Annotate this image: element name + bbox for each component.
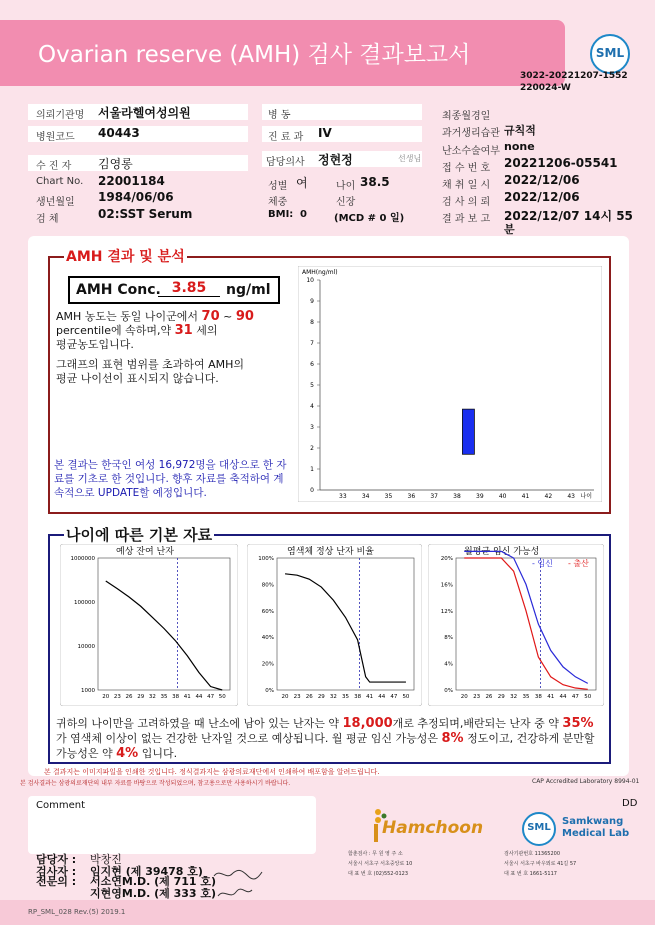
x-tick-label: 38 [534, 694, 542, 700]
ovary-surgery-value: none [504, 140, 535, 153]
amh-title-rest: 결과 및 분석 [102, 249, 185, 265]
x-tick-label: 47 [207, 694, 215, 700]
y-tick-label: 4% [444, 661, 453, 668]
y-tick-label: 0% [265, 688, 274, 694]
chart-frame [428, 544, 604, 706]
x-tick-label: 32 [148, 694, 156, 700]
test-date-value: 2022/12/06 [504, 190, 580, 204]
amh-percentile-text [56, 310, 286, 352]
x-tick-label: 26 [485, 694, 493, 700]
report-number: 3022-20221207-1552 220024-W [520, 71, 628, 93]
percentile-low: 70 [201, 309, 220, 324]
x-tick-label: 40 [498, 493, 507, 500]
x-tick-label: 26 [125, 694, 133, 700]
sex-label: 성별 [268, 181, 288, 192]
text-part: AMH 농도는 동일 나이군에서 [56, 310, 202, 323]
report-date-value: 2022/12/07 14시 55 [504, 209, 633, 223]
bmi-value: 0 [300, 209, 307, 220]
y-tick-label: 1000000 [70, 556, 95, 562]
percentile-high: 90 [235, 309, 254, 324]
institution-value: 서울라헬여성의원 [98, 106, 191, 120]
x-tick-label: 38 [453, 493, 461, 500]
recipient-value: 김영롱 [98, 157, 133, 171]
x-tick-label: 32 [510, 694, 518, 700]
x-tick-label: 44 [195, 694, 203, 700]
text-part: 입니다. [138, 747, 178, 760]
amh-section-title [64, 246, 187, 266]
text-part: percentile에 속하며,약 [56, 324, 175, 337]
x-tick-label: 29 [317, 694, 325, 700]
receipt-no-label: 접 수 번 호 [442, 163, 491, 174]
doctor-label: 담당의사 [266, 157, 305, 168]
chart-title: 예상 잔여 난자 [116, 547, 174, 557]
y-tick-label: 1 [310, 466, 314, 473]
y-tick-label: 4 [310, 403, 314, 410]
text-part: 명을 대상으로 한 자료를 기초로 한 것입니다. 향후 자료를 축적하여 계속적으로 [54, 459, 287, 499]
amh-title-prefix: AMH [66, 249, 103, 265]
in-charge-label: 담당자 : [36, 853, 77, 866]
doctor-suffix: 선생님 [398, 154, 422, 163]
y-tick-label: 6 [310, 361, 314, 368]
x-tick-label: 35 [522, 694, 530, 700]
cap-note: CAP Accredited Laboratory 8994-01 [532, 778, 640, 785]
x-tick-label: 29 [497, 694, 505, 700]
mcd-value: (MCD # 0 일) [334, 213, 405, 224]
x-tick-label: 23 [293, 694, 301, 700]
sml-name-line: Samkwang [562, 816, 624, 827]
chart-title: 염색체 정상 난자 비율 [287, 547, 374, 557]
y-tick-label: 1000 [81, 688, 95, 694]
amh-bar [462, 409, 474, 454]
normal-pct: 35% [562, 716, 594, 731]
y-tick-label: 0 [310, 487, 314, 494]
test-date-label: 검 사 의 뢰 [442, 197, 491, 208]
chart-title: 월평균 임신 가능성 [464, 547, 540, 557]
y-tick-label: 5 [310, 382, 314, 389]
collect-date-value: 2022/12/06 [504, 173, 580, 187]
y-tick-label: 0% [444, 688, 453, 694]
x-tick-label: 47 [390, 694, 398, 700]
x-tick-label: 37 [430, 493, 438, 500]
x-tick-label: 44 [378, 694, 386, 700]
x-tick-label: 32 [329, 694, 337, 700]
x-tick-label: 36 [407, 493, 416, 500]
y-tick-label: 60% [261, 608, 274, 615]
doctor-value: 정현정 [318, 153, 353, 167]
amh-data-note [54, 458, 290, 500]
tester-value: 임지현 (제 39478 호) [90, 865, 203, 878]
ovary-surgery-label: 난소수술여부 [442, 146, 500, 157]
birth-value: 1984/06/06 [98, 190, 174, 204]
subject-count: 16,972 [158, 459, 196, 471]
address-line: 서울시 서초구 바우뫼로 41길 57 [504, 861, 577, 867]
avg-age: 31 [174, 323, 193, 338]
receipt-no-value: 20221206-05541 [504, 156, 618, 170]
hospital-code-label: 병원코드 [36, 132, 75, 143]
y-tick-label: 2 [310, 445, 314, 452]
x-tick-label: 35 [384, 493, 393, 500]
sex-value: 여 [296, 176, 308, 190]
sml-logo-text: SML [595, 46, 625, 60]
y-axis-label: AMH(ng/ml) [302, 269, 338, 276]
institution-label: 의뢰기관명 [36, 110, 85, 121]
x-tick-label: 39 [476, 493, 484, 500]
hamchoon-address [348, 849, 412, 879]
sml-footer-logo-text: SML [527, 822, 551, 833]
y-tick-label: 12% [440, 608, 453, 615]
collect-date-label: 채 취 일 시 [442, 180, 491, 191]
x-tick-label: 35 [342, 694, 349, 700]
x-tick-label: 50 [402, 694, 410, 700]
text-part: 본 결과는 한국인 여성 [54, 459, 159, 471]
amh-chart [298, 266, 602, 502]
x-tick-label: 20 [102, 694, 110, 700]
address-line: 서울시 서초구 서초중앙로 10 [348, 861, 413, 867]
x-tick-label: 34 [361, 493, 370, 500]
address-line: 대 표 번 호 1661-5117 [504, 871, 557, 877]
hamchoon-logo-text: Hamchoon [382, 818, 484, 838]
y-tick-label: 9 [310, 298, 314, 305]
bmi-label: BMI: [268, 209, 294, 220]
signature-image [210, 866, 266, 902]
x-tick-label: 33 [339, 493, 347, 500]
dd-mark: DD [622, 798, 638, 809]
y-tick-label: 8 [310, 319, 314, 326]
text-part: ~ [219, 310, 236, 323]
x-tick-label: 20 [460, 694, 468, 700]
specialist-label: 전문의 : [36, 875, 77, 888]
form-number: RP_SML_028 Rev.(5) 2019.1 [28, 908, 126, 916]
birth-label: 생년월일 [36, 197, 75, 208]
normal-ratio-chart [247, 544, 422, 706]
y-tick-label: 80% [261, 582, 274, 589]
birth-pct: 4% [116, 746, 139, 761]
pregnancy-chart [428, 544, 604, 706]
address-line: 대 표 번 호 (02)552-0123 [348, 871, 409, 877]
text-part: 평균농도입니다. [56, 338, 134, 351]
x-tick-label: 41 [183, 694, 191, 700]
x-tick-label: 38 [172, 694, 180, 700]
y-tick-label: 8% [444, 635, 453, 642]
print-note: 본 결과지는 이미지파일을 인쇄한 것입니다. 정식결과지는 삼광의료재단에서 인쇄하여 배포함을 알려드립니다. [44, 768, 380, 776]
legend-label: - 임신 [532, 559, 553, 568]
age-value: 38.5 [360, 175, 390, 189]
amh-conc-unit: ng/ml [226, 282, 271, 298]
x-tick-label: 23 [113, 694, 121, 700]
y-tick-label: 16% [440, 582, 453, 589]
x-tick-label: 20 [281, 694, 289, 700]
height-label: 신장 [336, 197, 356, 208]
report-date-tail: 분 [504, 223, 515, 236]
x-tick-label: 43 [567, 493, 575, 500]
past-history-value: 규칙적 [504, 124, 536, 137]
disclaimer-note: 본 검사결과는 삼광의료재단의 내부 자료를 바탕으로 작성되었으며, 참고용으로만 사용하시기 바랍니다. [20, 780, 291, 787]
address-line: 검사기관번호 11365200 [504, 851, 561, 857]
x-tick-label: 42 [544, 493, 553, 500]
x-tick-label: 38 [354, 694, 362, 700]
eggs-count: 18,000 [342, 716, 393, 731]
x-tick-label: 44 [559, 694, 567, 700]
x-tick-label: 26 [305, 694, 313, 700]
chart-frame [298, 266, 602, 502]
y-tick-label: 7 [310, 340, 314, 347]
sml-footer-name [562, 816, 629, 840]
y-tick-label: 20% [440, 556, 453, 562]
legend-label: - 출산 [568, 559, 589, 568]
y-tick-label: 10 [306, 277, 314, 284]
eggs-chart [60, 544, 238, 706]
specimen-value: 02:SST Serum [98, 207, 193, 221]
update-word: UPDATE [97, 487, 140, 499]
y-tick-label: 3 [310, 424, 314, 431]
text-part: 세의 [192, 324, 218, 337]
amh-conc-value: 3.85 [158, 280, 220, 297]
y-tick-label: 40% [261, 635, 274, 642]
text-part: 개로 추정되며,배란되는 난자 중 약 [392, 717, 563, 730]
text-part: 가 염색체 이상이 없는 건강한 난자일 것으로 예상됩니다. 월 평균 임신 가능성은 [56, 732, 442, 745]
x-axis-label: 나이 [580, 493, 592, 500]
text-part: 정도이고, 건강하게 분만할 가능성은 약 [56, 732, 595, 760]
hospital-code-value: 40443 [98, 126, 140, 140]
past-history-label: 과거생리습관 [442, 128, 500, 139]
specialist-1: 서소연M.D. (제 711 호) [90, 875, 217, 888]
amh-conc-label: AMH Conc. [76, 282, 161, 298]
chart-no-label: Chart No. [36, 176, 84, 187]
x-tick-label: 50 [218, 694, 226, 700]
x-tick-label: 35 [160, 694, 168, 700]
text-part: 귀하의 나이만을 고려하였을 때 난소에 남아 있는 난자는 약 [56, 717, 343, 730]
preg-pct: 8% [441, 731, 464, 746]
dept-label: 진 료 과 [268, 132, 304, 143]
specialist-2: 지현영M.D. (제 333 호) [90, 887, 217, 900]
chart-frame [60, 544, 238, 706]
y-tick-label: 20% [261, 661, 274, 668]
x-tick-label: 47 [571, 694, 579, 700]
ward-label: 병 동 [268, 110, 291, 121]
text-part: 할 예정입니다. [139, 487, 207, 499]
comment-label: Comment [36, 800, 85, 811]
address-line: 함춘검사 : 무 원 영 주 소 [348, 851, 403, 857]
sml-name-line: Medical Lab [562, 828, 630, 839]
y-tick-label: 10000 [77, 644, 95, 650]
y-tick-label: 100000 [74, 600, 95, 606]
x-tick-label: 29 [137, 694, 145, 700]
tester-label: 검사자 : [36, 865, 77, 878]
basic-section-title: 나이에 따른 기본 자료 [66, 526, 213, 544]
x-tick-label: 23 [473, 694, 481, 700]
last-period-label: 최종월경일 [442, 111, 491, 122]
basic-summary [56, 716, 596, 761]
page-title: Ovarian reserve (AMH) 검사 결과보고서 [38, 42, 471, 68]
x-tick-label: 41 [547, 694, 555, 700]
weight-label: 체중 [268, 197, 288, 208]
recipient-label: 수 진 자 [36, 161, 72, 172]
y-tick-label: 100% [258, 556, 274, 562]
specimen-label: 검 체 [36, 214, 59, 225]
amh-range-note: 그래프의 표현 범위를 초과하여 AMH의 평균 나이선이 표시되지 않습니다. [56, 358, 245, 385]
age-label: 나이 [336, 181, 356, 192]
x-tick-label: 41 [521, 493, 530, 500]
x-tick-label: 50 [584, 694, 592, 700]
sml-address [504, 849, 576, 879]
dept-value: IV [318, 126, 332, 140]
report-date-label: 결 과 보 고 [442, 214, 491, 225]
x-tick-label: 41 [366, 694, 374, 700]
in-charge-value: 박창진 [90, 853, 122, 866]
chart-no-value: 22001184 [98, 174, 165, 188]
